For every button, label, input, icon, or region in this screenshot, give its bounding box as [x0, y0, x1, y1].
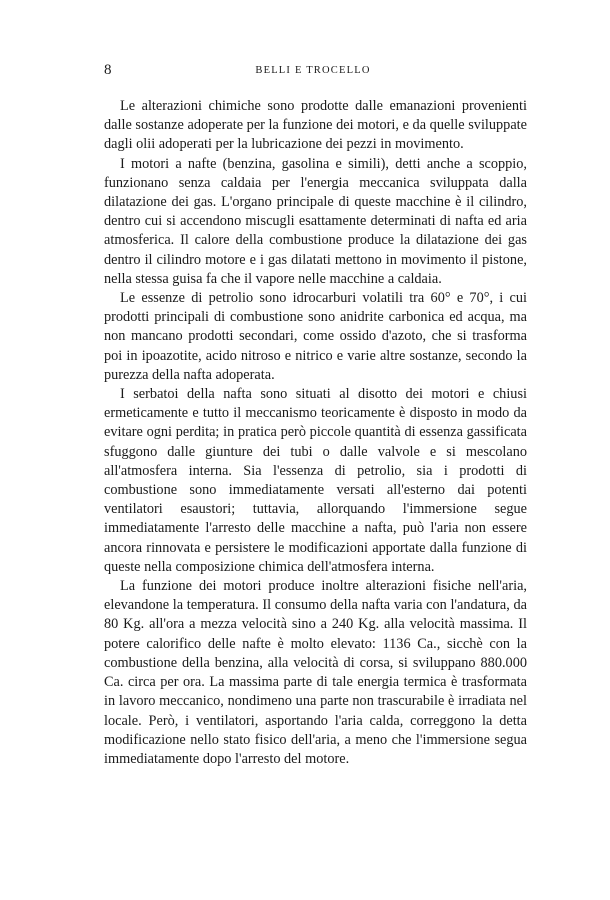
- paragraph-3: Le essenze di petrolio sono idrocarburi volatili tra 60° e 70°, i cui prodotti principali di combustione sono anidrite carbonica ed acqua, ma non mancano prodotti secondari, come ossido d'azoto, che si trasforma poi in ipoazotite, acido nitroso e nitrico e varie altre sostanze, secondo la purezza della nafta adoperata.: [104, 290, 527, 383]
- paragraph-1: Le alterazioni chimiche sono prodotte dalle emanazioni provenienti dalle sostanze adoperate per la funzione dei motori, e da quelle sviluppate dagli olii adoperati per la lubricazione dei pezzi in movimento.: [104, 98, 527, 153]
- paragraph-4: I serbatoi della nafta sono situati al disotto dei motori e chiusi ermeticamente e tutto il meccanismo teoricamente è disposto in modo da evitare ogni perdita; in pratica però piccole quantità di essenza gassificata sfuggono dalle giunture dei tubi o dalle valvole e si mescolano all'atmosfera interna. Sia l'essenza di petrolio, sia i prodotti di combustione sono immediatamente versati all'esterno dai potenti ventilatori esaustori; tuttavia, allorquando l'immersione segue immediatamente l'arresto delle macchine a nafta, può l'aria non essere ancora rinnovata e persistere le modificazioni apportate dalla funzione di queste nella composizione chimica dell'atmosfera interna.: [104, 386, 527, 575]
- page-header: [104, 62, 522, 80]
- body-text: [104, 97, 527, 769]
- page-number: 8: [104, 62, 112, 78]
- paragraph-5: La funzione dei motori produce inoltre alterazioni fisiche nell'aria, elevandone la temperatura. Il consumo della nafta varia con l'andatura, da 80 Kg. all'ora a mezza velocità sino a 240 Kg. alla velocità massima. Il potere calorifico delle nafte è molto elevato: 1136 Ca., sicchè con la combustione della benzina, alla velocità di corsa, si sviluppano 880.000 Ca. circa per ora. La massima parte di tale energia termica è trasformata in lavoro meccanico, nondimeno una parte non trascurabile è irradiata nel locale. Però, i ventilatori, asportando l'aria calda, correggono la detta modificazione nello stato fisico dell'aria, a meno che l'immersione segua immediatamente dopo l'arresto del motore.: [104, 578, 527, 767]
- paragraph-2: I motori a nafte (benzina, gasolina e simili), detti anche a scoppio, funzionano senza caldaia per l'energia meccanica sviluppata dalla dilatazione dei gas. L'organo principale di queste macchine è il cilindro, dentro cui si accendono miscugli esattamente determinati di nafta ed aria atmosferica. Il calore della combustione produce la dilatazione dei gas dentro il cilindro motore e i gas dilatati mettono in movimento il pistone, nella stessa guisa fa che il vapore nelle macchine a caldaia.: [104, 155, 527, 287]
- running-title: BELLI E TROCELLO: [255, 65, 371, 76]
